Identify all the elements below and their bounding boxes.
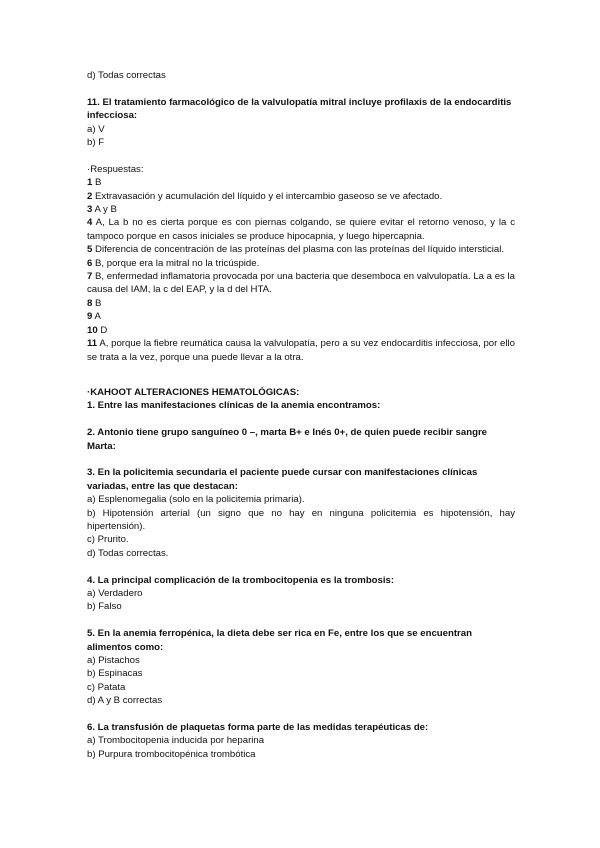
- kahoot-q3-option: a) Esplenomegalia (solo en la policitemia primaria).: [87, 494, 305, 506]
- answer-item: [87, 190, 515, 203]
- answer-item: [87, 270, 515, 297]
- answer-text: D: [97, 324, 108, 336]
- answer-item: [87, 337, 515, 364]
- answer-number: 11: [87, 338, 98, 350]
- answer-number: 2: [87, 190, 93, 202]
- kahoot-q1: 1. Entre las manifestaciones clínicas de la anemia encontramos:: [87, 400, 381, 412]
- answer-item: [87, 176, 515, 189]
- answer-text: B: [92, 177, 102, 189]
- kahoot-q6: 6. La transfusión de plaquetas forma parte de las medidas terapéuticas de:: [87, 721, 429, 733]
- answer-text: A, porque la fiebre reumática causa la valvulopatía, pero a su vez endocarditis infecciosa, por ello se trata a la vez, porque una puede llevar a la otra.: [87, 338, 515, 363]
- kahoot-q5-option: b) Espinacas: [87, 668, 143, 680]
- kahoot-q4-option: b) Falso: [87, 601, 122, 613]
- answers-list: [87, 176, 515, 364]
- answer-number: 3: [87, 204, 93, 216]
- q10-option-d: d) Todas correctas: [87, 70, 166, 81]
- answer-number: 10: [87, 324, 98, 336]
- answers-title: ·Respuestas:: [87, 163, 144, 175]
- kahoot-q4-option: a) Verdadero: [87, 587, 143, 599]
- answer-item: [87, 257, 515, 270]
- answer-item: [87, 203, 515, 216]
- kahoot-q5: 5. En la anemia ferropénica, la dieta debe ser rica en Fe, entre los que se encuentran alimentos como:: [87, 628, 472, 653]
- answer-text: B, porque era la mitral no la tricúspide.: [92, 257, 260, 269]
- q11-text: El tratamiento farmacológico de la valvulopatía mitral incluye profilaxis de la endocarditis infecciosa:: [87, 96, 512, 122]
- answer-item: [87, 310, 515, 323]
- kahoot-q5-option: c) Patata: [87, 681, 126, 693]
- answer-text: B: [92, 297, 102, 309]
- answer-text: A, La b no es cierta porque es con piernas colgando, se quiere evitar el retorno venoso, y la c tampoco porque en casos iniciales se produce hipocapnia, y luego hipercapnia.: [87, 217, 515, 242]
- kahoot-q5-option: d) A y B correctas: [87, 695, 163, 707]
- kahoot-q3-option: b) Hipotensión arterial (un signo que no hay en ninguna policitemia es hipotensión, hay hipertensión).: [87, 507, 515, 532]
- answer-text: A: [92, 311, 101, 323]
- kahoot-q3-option: d) Todas correctas.: [87, 547, 169, 559]
- answer-number: 6: [87, 257, 93, 269]
- kahoot-q2: 2. Antonio tiene grupo sanguíneo 0 –, marta B+ e Inés 0+, de quien puede recibir sangre Marta:: [87, 427, 488, 452]
- q11-question: [87, 96, 515, 123]
- q11-option-a: a) V: [87, 123, 105, 135]
- answer-text: B, enfermedad inflamatoria provocada por una bacteria que desemboca en valvulopatía. La a es la causa del IAM, la c del EAP, y la d del HTA.: [87, 271, 515, 296]
- kahoot-q3-options: [87, 493, 515, 560]
- answer-item: [87, 216, 515, 243]
- answer-number: 5: [87, 244, 93, 256]
- kahoot-title: ·KAHOOT ALTERACIONES HEMATOLÓGICAS:: [87, 386, 300, 398]
- kahoot-q4: 4. La principal complicación de la trombocitopenia es la trombosis:: [87, 574, 395, 586]
- answer-item: [87, 324, 515, 337]
- answer-text: Extravasación y acumulación del líquido y el intercambio gaseoso se ve afectado.: [92, 190, 443, 202]
- answer-number: 8: [87, 297, 93, 309]
- kahoot-q5-option: a) Pistachos: [87, 654, 140, 666]
- q11-number: 11.: [87, 96, 100, 108]
- answer-number: 7: [87, 271, 93, 283]
- answer-number: 4: [87, 217, 93, 229]
- answer-number: 9: [87, 311, 93, 323]
- answer-text: A y B: [92, 204, 117, 216]
- q11-option-b: b) F: [87, 137, 105, 149]
- answer-item: [87, 297, 515, 310]
- answer-number: 1: [87, 177, 93, 189]
- answer-text: Diferencia de concentración de las proteínas del plasma con las proteínas del líquido intersticial.: [92, 244, 505, 256]
- kahoot-q6-option: a) Trombocitopenia inducida por heparina: [87, 735, 265, 747]
- kahoot-q6-option: b) Purpura trombocitopénica trombótica: [87, 748, 256, 760]
- kahoot-q3-option: c) Prurito.: [87, 534, 129, 546]
- document-content: [87, 69, 515, 761]
- answer-item: [87, 243, 515, 256]
- kahoot-q3: 3. En la policitemia secundaria el paciente puede cursar con manifestaciones clínicas variadas, entre las que destacan:: [87, 467, 478, 492]
